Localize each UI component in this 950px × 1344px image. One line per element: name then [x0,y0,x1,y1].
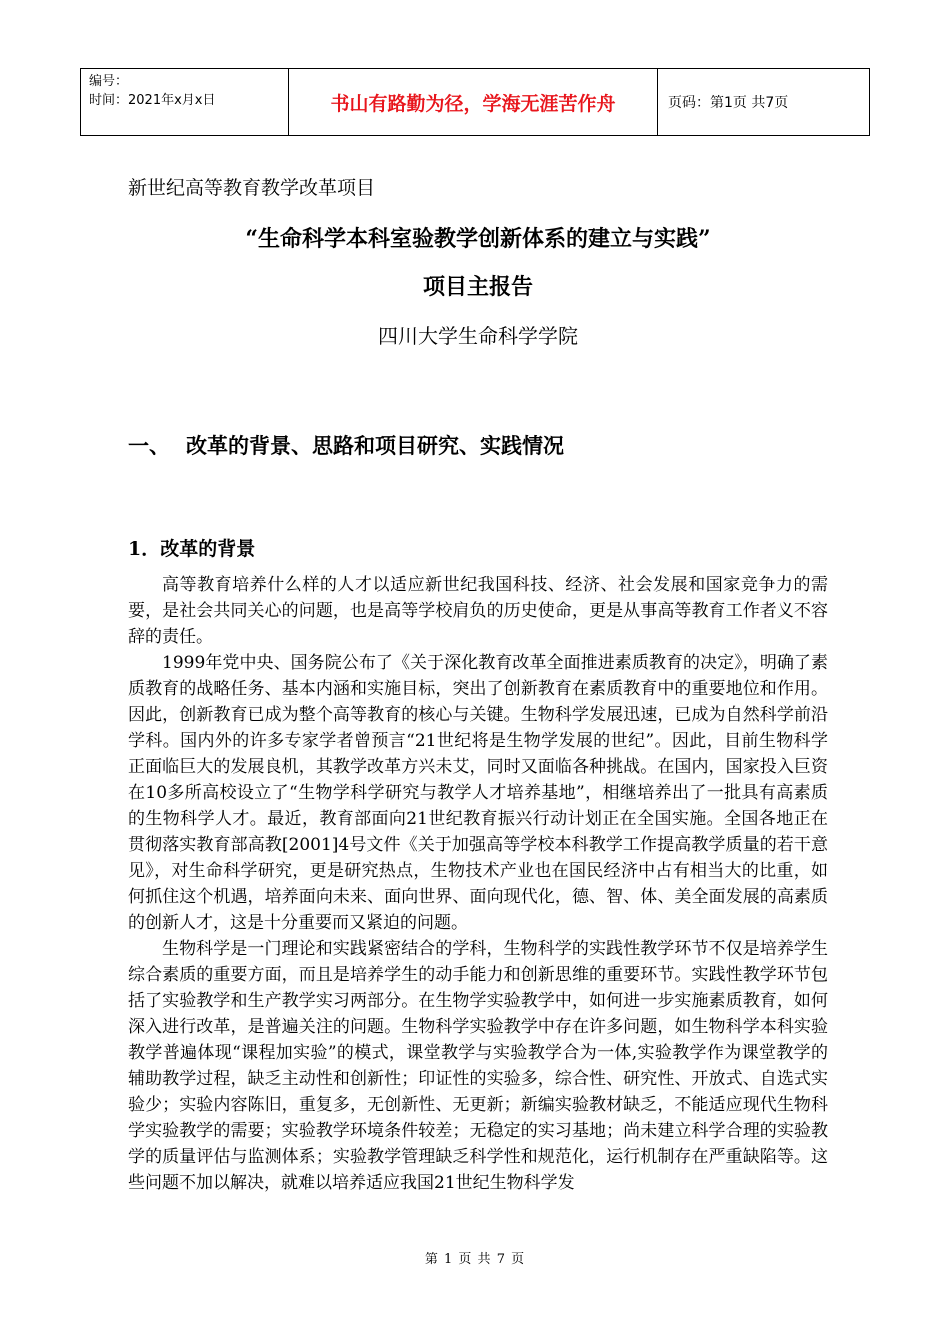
subsection-heading: 1．改革的背景 [128,538,256,560]
page-footer: 第 1 页 共 7 页 [424,1252,526,1267]
header-motto: 书山有路勤为径，学海无涯苦作舟 [289,69,658,136]
document-number-label: 编号： [89,74,129,89]
header-table [80,68,870,136]
paragraph: 1999年党中央、国务院公布了《关于深化教育改革全面推进素质教育的决定》，明确了素质教育的战略任务、基本内涵和实施目标，突出了创新教育在素质教育中的重要地位和作用。因此，创新教育已成为整个高等教育的核心与关键。生物科学发展迅速，已成为自然科学前沿学科。国内外的许多专家学者曾预言“21世纪将是生物学发展的世纪”。因此，目前生物科学正面临巨大的发展良机，其教学改革方兴未艾，同时又面临各种挑战。在国内，国家投入巨资在10多所高校设立了“生物学科学研究与教学人才培养基地”，相继培养出了一批具有高素质的生物科学人才。最近，教育部面向21世纪教育振兴行动计划正在全国实施。全国各地正在贯彻落实教育部高教[2001]4号文件《关于加强高等学校本科教学工作提高教学质量的若干意见》，对生命科学研究，更是研究热点，生物技术产业也在国民经济中占有相当大的比重，如何抓住这个机遇，培养面向未来、面向世界、面向现代化，德、智、体、美全面发展的高素质的创新人才，这是十分重要而又紧迫的问题。 [128,653,828,933]
paragraph: 生物科学是一门理论和实践紧密结合的学科，生物科学的实践性教学环节不仅是培养学生综合素质的重要方面，而且是培养学生的动手能力和创新思维的重要环节。实践性教学环节包括了实验教学和生产教学实习两部分。在生物学实验教学中，如何进一步实施素质教育，如何深入进行改革，是普遍关注的问题。生物科学实验教学中存在许多问题，如生物科学本科实验教学普遍体现“课程加实验”的模式，课堂教学与实验教学合为一体,实验教学作为课堂教学的辅助教学过程，缺乏主动性和创新性；印证性的实验多，综合性、研究性、开放式、自选式实验少；实验内容陈旧，重复多，无创新性、无更新；新编实验教材缺乏，不能适应现代生物科学实验教学的需要；实验教学环境条件较差；无稳定的实习基地；尚未建立科学合理的实验教学的质量评估与监测体系；实验教学管理缺乏科学性和规范化，运行机制存在严重缺陷等。这些问题不加以解决，就难以培养适应我国21世纪生物科学发 [128,939,828,1193]
section-heading [128,430,828,460]
institution-name: 四川大学生命科学学院 [378,324,578,348]
header-meta-cell [81,69,289,136]
document-title: “生命科学本科室验教学创新体系的建立与实践” [245,226,711,252]
section-title: 改革的背景、思路和项目研究、实践情况 [186,433,564,458]
header-page-indicator: 页码：第1页 共7页 [658,69,870,136]
project-series: 新世纪高等教育教学改革项目 [128,177,376,199]
section-number: 一、 [128,433,170,458]
document-date-label: 时间：2021年x月x日 [89,93,216,108]
body-text [128,572,828,1196]
paragraph: 高等教育培养什么样的人才以适应新世纪我国科技、经济、社会发展和国家竞争力的需要，是社会共同关心的问题，也是高等学校肩负的历史使命，更是从事高等教育工作者义不容辞的责任。 [128,575,828,647]
document-subtitle: 项目主报告 [422,274,533,300]
